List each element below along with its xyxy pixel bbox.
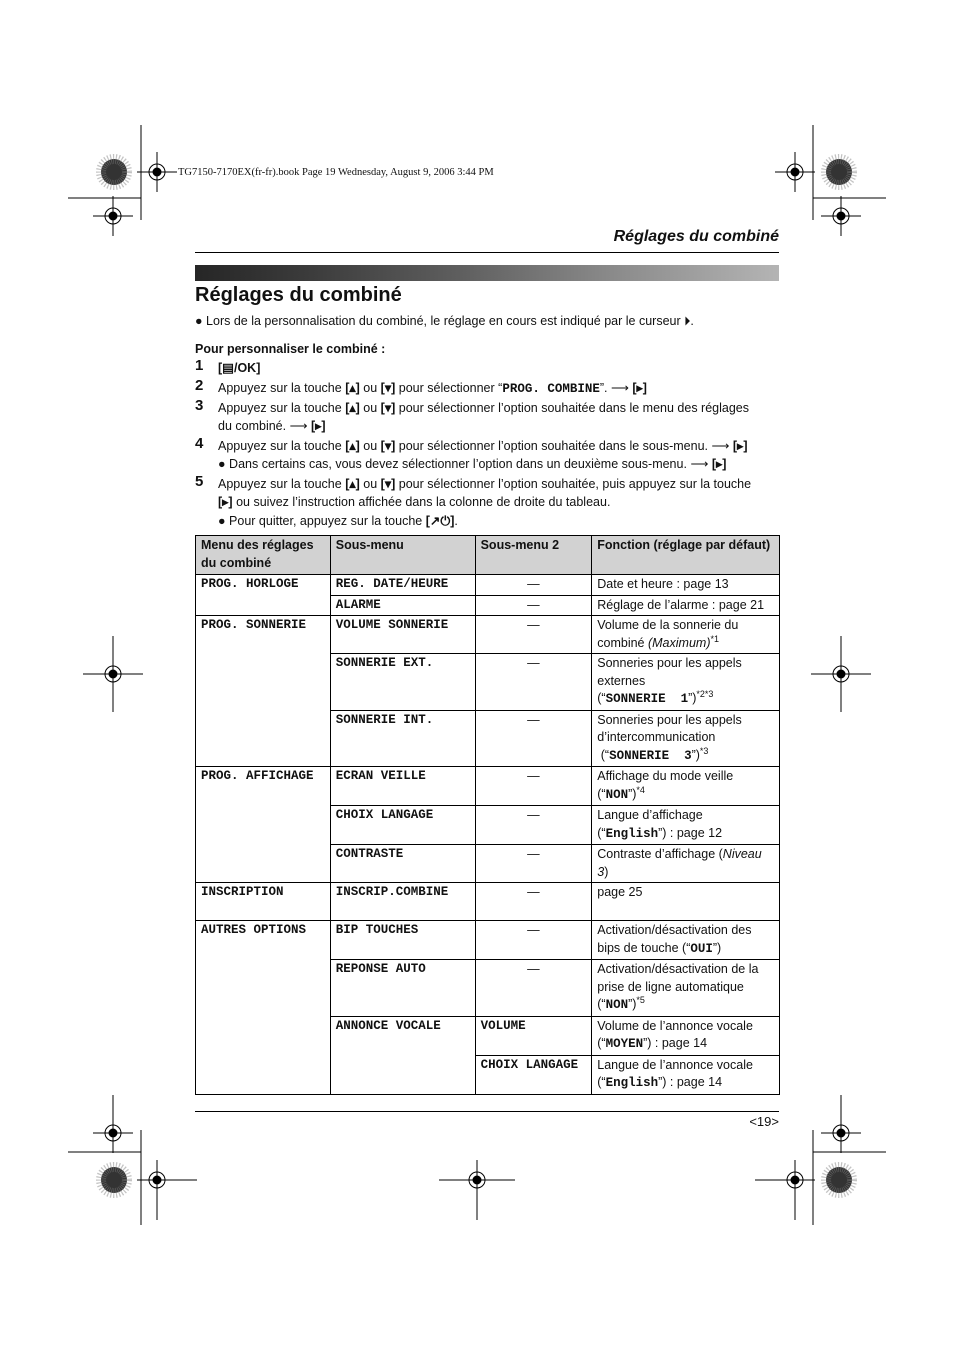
function-cell: Volume de la sonnerie du combiné (Maximum)$^{*1}$ bbox=[592, 616, 780, 654]
submenu-cell: BIP TOUCHES bbox=[330, 921, 475, 960]
section-header-title: Réglages du combiné bbox=[613, 228, 779, 245]
step-number: 4 bbox=[195, 435, 204, 452]
table-header-row bbox=[196, 536, 780, 575]
step-1-text: [▤/OK] bbox=[218, 361, 261, 375]
step-text: Pour quitter, appuyez sur la touche bbox=[229, 514, 423, 528]
up-key-icon: [▴] bbox=[345, 381, 360, 395]
footer-rule bbox=[195, 1111, 779, 1112]
settings-table bbox=[195, 535, 780, 1095]
step-4-bullet bbox=[218, 455, 726, 473]
step-text: Dans certains cas, vous devez sélectionner l’option dans un deuxième sous-menu. bbox=[229, 457, 687, 471]
step-text: pour sélectionner l’option souhaitée dans le sous-menu. bbox=[398, 439, 708, 453]
table-row bbox=[196, 921, 780, 960]
right-key-icon: [▸] bbox=[218, 495, 233, 509]
function-cell: Date et heure : page 13 bbox=[592, 575, 780, 596]
submenu-cell: ANNONCE VOCALE bbox=[330, 1016, 475, 1094]
submenu-cell: ECRAN VEILLE bbox=[330, 767, 475, 806]
function-cell: page 25 bbox=[592, 883, 780, 921]
step-text: Appuyez sur la touche bbox=[218, 381, 342, 395]
menu-code: PROG. COMBINE bbox=[502, 382, 600, 396]
step-text: Appuyez sur la touche bbox=[218, 401, 342, 415]
submenu2-cell: — bbox=[475, 767, 592, 806]
step-number: 1 bbox=[195, 357, 204, 374]
submenu-cell: VOLUME SONNERIE bbox=[330, 616, 475, 654]
submenu2-cell: — bbox=[475, 921, 592, 960]
step-text: ou bbox=[363, 381, 378, 395]
submenu-cell: INSCRIP.COMBINE bbox=[330, 883, 475, 921]
table-row bbox=[196, 767, 780, 806]
menu-cell: PROG. AFFICHAGE bbox=[196, 767, 331, 883]
cursor-arrow-icon: ⏵ bbox=[684, 314, 691, 328]
up-key-icon: [▴] bbox=[345, 477, 360, 491]
submenu-cell: ALARME bbox=[330, 595, 475, 616]
step-4-text bbox=[218, 437, 748, 455]
submenu-cell: SONNERIE INT. bbox=[330, 710, 475, 767]
submenu2-cell: — bbox=[475, 616, 592, 654]
submenu-cell: REPONSE AUTO bbox=[330, 960, 475, 1017]
right-key-icon: [▸] bbox=[311, 419, 326, 433]
intro-bullet: ● Lors de la personnalisation du combiné, le réglage en cours est indiqué par le curseur ⏵. bbox=[195, 314, 694, 328]
step-text: du combiné. bbox=[218, 419, 287, 433]
book-info-line: TG7150-7170EX(fr-fr).book Page 19 Wednesday, August 9, 2006 3:44 PM bbox=[178, 167, 494, 178]
bullet-icon: ● bbox=[195, 314, 203, 328]
down-key-icon: [▾] bbox=[380, 401, 396, 415]
column-header: Sous-menu 2 bbox=[475, 536, 592, 575]
submenu2-cell: — bbox=[475, 883, 592, 921]
table-row bbox=[196, 883, 780, 921]
menu-cell: PROG. SONNERIE bbox=[196, 616, 331, 767]
off-key-icon: [↗⏻] bbox=[425, 514, 455, 528]
page-number: <19> bbox=[749, 1114, 779, 1129]
up-key-icon: [▴] bbox=[345, 401, 360, 415]
menu-cell: AUTRES OPTIONS bbox=[196, 921, 331, 1095]
menu-cell: PROG. HORLOGE bbox=[196, 575, 331, 616]
step-5-text bbox=[218, 475, 783, 511]
intro-text: Lors de la personnalisation du combiné, le réglage en cours est indiqué par le curseur bbox=[206, 314, 681, 328]
menu-icon: ▤ bbox=[222, 361, 234, 375]
submenu-cell: CHOIX LANGAGE bbox=[330, 806, 475, 845]
submenu2-cell: — bbox=[475, 575, 592, 596]
submenu2-cell: — bbox=[475, 845, 592, 883]
right-key-icon: [▸] bbox=[732, 439, 748, 453]
function-cell: Activation/désactivation des bips de touche (“OUI”) bbox=[592, 921, 780, 960]
function-cell: Langue d’affichage (“English”) : page 12 bbox=[592, 806, 780, 845]
step-number: 3 bbox=[195, 397, 204, 414]
header-rule bbox=[195, 252, 779, 253]
steps-subtitle: Pour personnaliser le combiné : bbox=[195, 342, 386, 356]
submenu2-cell: VOLUME bbox=[475, 1016, 592, 1055]
function-cell: Sonneries pour les appels d’intercommunication (“SONNERIE 3”)$^{*3}$ bbox=[592, 710, 780, 767]
column-header: Sous-menu bbox=[330, 536, 475, 575]
step-number: 5 bbox=[195, 473, 204, 490]
arrow-right-icon: ⟶ bbox=[289, 419, 308, 433]
arrow-right-icon: ⟶ bbox=[711, 439, 730, 453]
bullet-icon: ● bbox=[218, 457, 226, 471]
function-cell: Affichage du mode veille (“NON”)$^{*4}$ bbox=[592, 767, 780, 806]
bullet-icon: ● bbox=[218, 514, 226, 528]
function-cell: Réglage de l’alarme : page 21 bbox=[592, 595, 780, 616]
step-text: ou bbox=[363, 477, 378, 491]
ok-key-label: /OK bbox=[233, 361, 257, 375]
function-cell: Langue de l’annonce vocale (“English”) : page 14 bbox=[592, 1055, 780, 1094]
table-row bbox=[196, 616, 780, 654]
down-key-icon: [▾] bbox=[380, 477, 396, 491]
down-key-icon: [▾] bbox=[380, 381, 396, 395]
page-title: Réglages du combiné bbox=[195, 284, 402, 306]
column-header: Menu des réglages du combiné bbox=[196, 536, 331, 575]
step-text: Appuyez sur la touche bbox=[218, 477, 342, 491]
function-cell: Activation/désactivation de la prise de ligne automatique (“NON”)$^{*5}$ bbox=[592, 960, 780, 1017]
arrow-right-icon: ⟶ bbox=[690, 457, 709, 471]
submenu2-cell: — bbox=[475, 595, 592, 616]
function-cell: Contraste d’affichage (Niveau 3) bbox=[592, 845, 780, 883]
step-text: ou suivez l’instruction affichée dans la colonne de droite du tableau. bbox=[236, 495, 611, 509]
arrow-right-icon: ⟶ bbox=[610, 381, 629, 395]
function-cell: Volume de l’annonce vocale (“MOYEN”) : page 14 bbox=[592, 1016, 780, 1055]
submenu-cell: SONNERIE EXT. bbox=[330, 654, 475, 711]
step-text: pour sélectionner l’option souhaitée, puis appuyez sur la touche bbox=[398, 477, 752, 491]
step-text: ou bbox=[363, 439, 378, 453]
step-text: pour sélectionner bbox=[398, 381, 495, 395]
title-gradient-bar bbox=[195, 265, 779, 281]
submenu-cell: CONTRASTE bbox=[330, 845, 475, 883]
step-text: ou bbox=[363, 401, 378, 415]
step-text: Appuyez sur la touche bbox=[218, 439, 342, 453]
function-cell: Sonneries pour les appels externes (“SONNERIE 1”)$^{*2*3}$ bbox=[592, 654, 780, 711]
submenu2-cell: — bbox=[475, 960, 592, 1017]
column-header: Fonction (réglage par défaut) bbox=[592, 536, 780, 575]
submenu2-cell: — bbox=[475, 710, 592, 767]
up-key-icon: [▴] bbox=[345, 439, 360, 453]
step-2-text: Appuyez sur la touche [▴] ou [▾] pour sélectionner “PROG. COMBINE”. ⟶ [▸] bbox=[218, 381, 647, 396]
menu-cell: INSCRIPTION bbox=[196, 883, 331, 921]
submenu2-cell: — bbox=[475, 806, 592, 845]
right-key-icon: [▸] bbox=[632, 381, 647, 395]
submenu2-cell: — bbox=[475, 654, 592, 711]
step-5-bullet: ● Pour quitter, appuyez sur la touche [↗⏻]. bbox=[218, 514, 458, 528]
step-text: pour sélectionner l’option souhaitée dans le menu des réglages bbox=[398, 401, 749, 415]
right-key-icon: [▸] bbox=[711, 457, 727, 471]
table-row bbox=[196, 575, 780, 596]
step-3-text bbox=[218, 399, 783, 435]
step-number: 2 bbox=[195, 377, 204, 394]
submenu-cell: REG. DATE/HEURE bbox=[330, 575, 475, 596]
submenu2-cell: CHOIX LANGAGE bbox=[475, 1055, 592, 1094]
down-key-icon: [▾] bbox=[380, 439, 396, 453]
